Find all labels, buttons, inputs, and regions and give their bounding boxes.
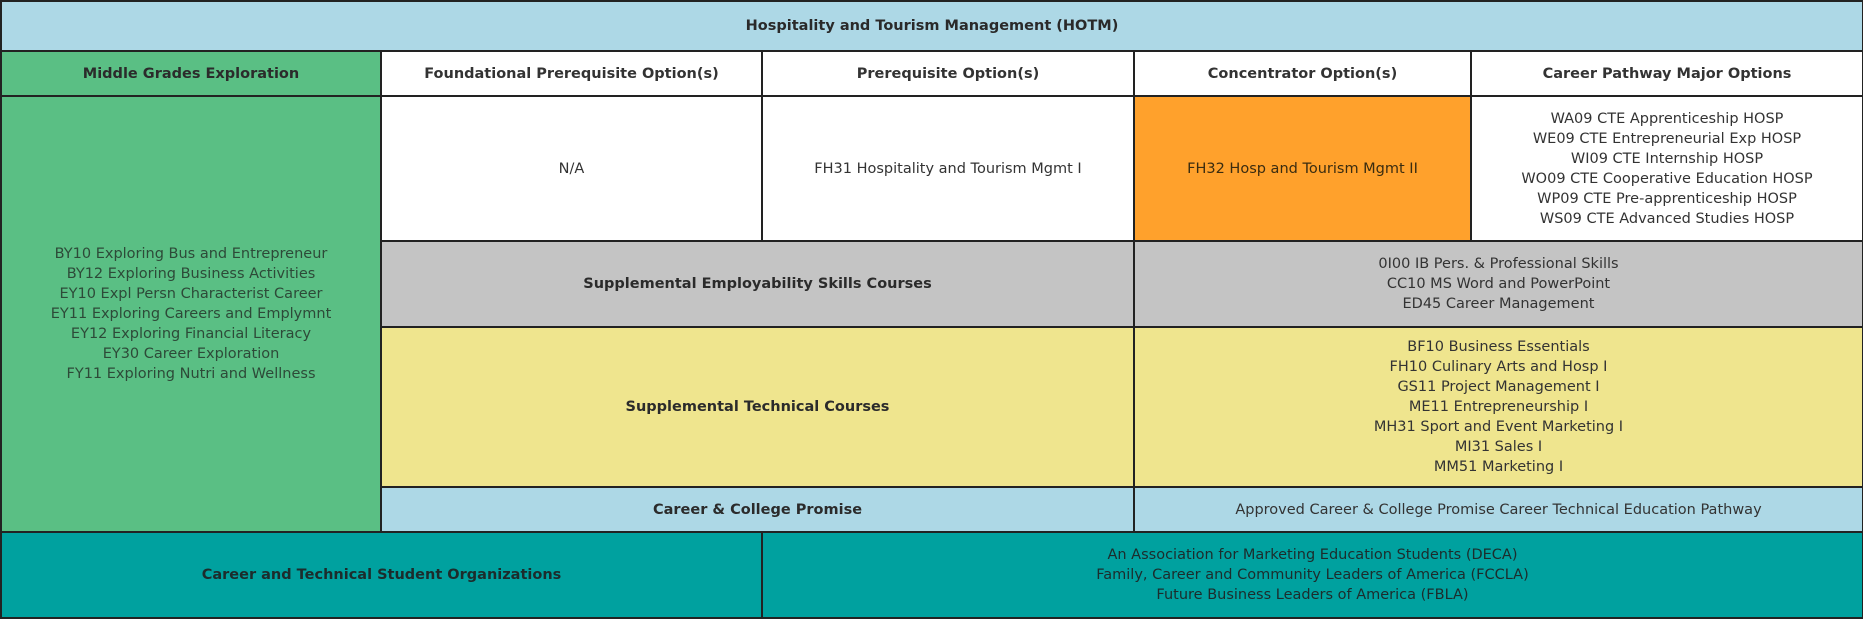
course-item: BY10 Exploring Bus and Entrepreneur <box>54 246 328 262</box>
course-item: MI31 Sales I <box>1454 439 1543 455</box>
header-middle-grades: Middle Grades Exploration <box>1 51 381 96</box>
org-item: An Association for Marketing Education Students (DECA) <box>1107 547 1518 563</box>
course-item: N/A <box>558 160 585 177</box>
course-item: WE09 CTE Entrepreneurial Exp HOSP <box>1532 130 1802 147</box>
header-prerequisite: Prerequisite Option(s) <box>762 51 1134 96</box>
course-item: WA09 CTE Apprenticeship HOSP <box>1550 110 1784 127</box>
technical-label: Supplemental Technical Courses <box>381 327 1134 487</box>
course-item: ED45 Career Management <box>1402 296 1595 312</box>
course-item: ME11 Entrepreneurship I <box>1408 399 1589 415</box>
header-foundational: Foundational Prerequisite Option(s) <box>381 51 762 96</box>
course-item: MH31 Sport and Event Marketing I <box>1373 419 1624 435</box>
course-item: WI09 CTE Internship HOSP <box>1570 150 1764 167</box>
employability-label: Supplemental Employability Skills Courses <box>381 241 1134 327</box>
ccp-value: Approved Career & College Promise Career Technical Education Pathway <box>1134 487 1863 532</box>
course-item: MM51 Marketing I <box>1433 459 1564 475</box>
header-concentrator: Concentrator Option(s) <box>1134 51 1471 96</box>
course-item: 0I00 IB Pers. & Professional Skills <box>1378 256 1619 272</box>
org-item: Future Business Leaders of America (FBLA) <box>1156 587 1469 603</box>
middle-grades-courses-cell <box>1 96 381 532</box>
course-item: EY12 Exploring Financial Literacy <box>70 326 312 342</box>
course-item: BF10 Business Essentials <box>1407 339 1590 355</box>
page-title: Hospitality and Tourism Management (HOTM) <box>1 1 1863 51</box>
course-item: EY11 Exploring Careers and Emplymnt <box>50 306 332 322</box>
course-item: FH10 Culinary Arts and Hosp I <box>1389 359 1608 375</box>
course-item: WO09 CTE Cooperative Education HOSP <box>1521 170 1813 187</box>
course-item: WP09 CTE Pre-apprenticeship HOSP <box>1537 190 1797 207</box>
technical-courses-cell <box>1134 327 1863 487</box>
ctso-orgs-cell <box>762 532 1863 618</box>
career-pathway-courses-cell <box>1471 96 1863 241</box>
course-item: FH32 Hosp and Tourism Mgmt II <box>1187 160 1418 177</box>
header-career-pathway: Career Pathway Major Options <box>1471 51 1863 96</box>
concentrator-courses-cell <box>1134 96 1471 241</box>
course-item: FH31 Hospitality and Tourism Mgmt I <box>814 160 1082 177</box>
course-item: EY30 Career Exploration <box>102 346 280 362</box>
employability-courses-cell <box>1134 241 1863 327</box>
org-item: Family, Career and Community Leaders of America (FCCLA) <box>1096 567 1529 583</box>
course-item: EY10 Expl Persn Characterist Career <box>59 286 323 302</box>
course-item: FY11 Exploring Nutri and Wellness <box>66 366 316 382</box>
course-item: WS09 CTE Advanced Studies HOSP <box>1539 210 1795 227</box>
course-item: GS11 Project Management I <box>1397 379 1600 395</box>
prerequisite-courses-cell <box>762 96 1134 241</box>
foundational-courses-cell <box>381 96 762 241</box>
ccp-label: Career & College Promise <box>381 487 1134 532</box>
ctso-label: Career and Technical Student Organizations <box>1 532 762 618</box>
course-item: CC10 MS Word and PowerPoint <box>1386 276 1611 292</box>
course-item: BY12 Exploring Business Activities <box>66 266 316 282</box>
